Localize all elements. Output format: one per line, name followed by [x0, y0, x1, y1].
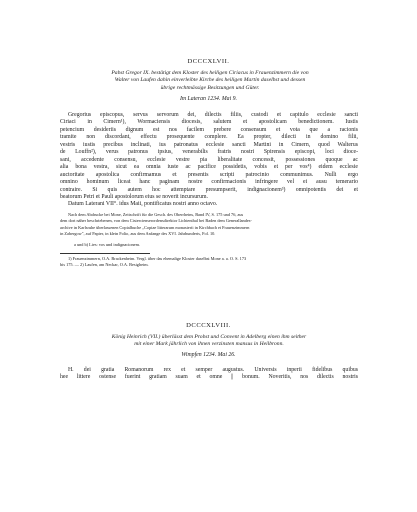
- body-line: Gregorius episcopus, servus servorum dei, dilectis filiis, custodi et capitulo ecclesie sancti: [68, 112, 358, 118]
- footnote-line: bis 175. — 2) Laufen, am Neckar, O.A. Besigheim.: [60, 262, 149, 268]
- source-note-line: in Zabergow", auf Papier, in klein Folio, aus dem Anfange des XVI. Jahrhunderts, Fol. 10.: [60, 230, 216, 236]
- document-heading: [56, 334, 362, 349]
- body-line: beatorum Petri et Pauli apostolorum eius se noverit incursurum.: [60, 193, 208, 200]
- document-body: [60, 367, 358, 382]
- body-line-datum: Datum Laterani VII°. idus Maii, pontificatus nostri anno octavo.: [68, 201, 218, 208]
- variant-note: a und b) Lies: vos und indignacionem.: [74, 242, 140, 247]
- document-number: DCCCXLVIII.: [186, 322, 231, 329]
- source-note-line: archive in Karlsruhe überlassenen Copialbuche „Copiae litterarum monasterii in Kirchbach et Frauenzimmern: [60, 224, 250, 230]
- source-note-line: dem dort näher beschriebenen, von dem Cistercienserordensdirektor Lichtenthal bei Baden dem Generallandes-: [60, 218, 252, 224]
- document-number: DCCCXLVII.: [187, 58, 230, 65]
- heading-line: Walter von Laufen dahin einverleibte Kirche des heiligen Martin daselbst und dessen: [114, 77, 306, 84]
- document-body: [60, 112, 358, 209]
- body-line: Ciriaci in Cimern¹), Wormaciensis diocesis, salutem et apostolicam benedictionem. Iustis: [60, 119, 358, 126]
- heading-line: mit einer Mark jährlich von ihnen verzinsten mansus in Heilbronn.: [134, 341, 284, 348]
- body-line: tramite non discordant, effectu prosequente complere. Ea propter, dilecti in domino filii,: [60, 134, 358, 141]
- body-line: alia bona vestra, sicut ea omnia iuste ac pacifice possidetis, vobis et per vos⁴) eidem ecclesie: [60, 164, 358, 171]
- heading-line: Pabst Gregor IX. bestätigt dem Kloster des heiligen Ciriacus in Frauenzimmern die von: [111, 70, 309, 76]
- body-line: vestris iustis precibus inclinati, ius patronatus ecclesie sancti Martini in Cimern, quod Walterus: [60, 141, 358, 148]
- footnote-line: 1) Frauenzimmern, O.A. Brackenheim. Vergl. über das ehemalige Kloster daselbst Mone a. a. O. S. 173: [68, 256, 247, 261]
- body-line: contraire. Si quis autem hoc attemptare presumpserit, indignacionem³) omnipotentis dei et: [60, 186, 358, 193]
- heading-line: König Heinrich (VII.) überlässt dem Probst und Convent in Adelberg einen ihm seither: [111, 334, 307, 340]
- footnote-divider: [60, 253, 150, 254]
- footnote: [60, 256, 358, 269]
- body-line: de Louffn²), verus patronus ipsius, venerabilis fratris nostri Spirensis episcopi, loci dioce-: [60, 149, 358, 156]
- body-line: H. dei gratia Romanorum rex et semper augustus. Universis inperii fidelibus quibus: [68, 367, 358, 373]
- body-line: sani, accedente consensu, ecclesie vestre pia liberalitate concessit, possessiones quoque ac: [60, 156, 358, 163]
- body-line: auctoritate apostolica confirmamus et presentis scripti patrocinio communimus. Nulli ergo: [60, 171, 358, 178]
- body-line: petencium desideriis dignum est nos facilem prebere consensum et vota que a racionis: [60, 126, 358, 133]
- body-line: hee littere ostense fuerint gratiam suam et omne || bonum. Noveritis, nos dilectis nostris: [60, 374, 358, 381]
- heading-line: übrige rechtmässige Besitzungen und Güter.: [160, 84, 260, 91]
- source-note: [60, 212, 358, 237]
- place-date: Im Lateran 1234. Mai 9.: [179, 96, 237, 102]
- place-date: Wimpfen 1234. Mai 26.: [181, 352, 236, 358]
- source-note-line: Nach dem Abdrucke bei Mone, Zeitschrift für die Gesch. des Oberrheins, Band IV, S. 175 und 76, aus: [68, 212, 244, 217]
- document-heading: [60, 70, 360, 92]
- body-line: omnino hominum liceat hanc paginam nostre confirmacionis infringere vel ei ausu temerario: [60, 179, 358, 186]
